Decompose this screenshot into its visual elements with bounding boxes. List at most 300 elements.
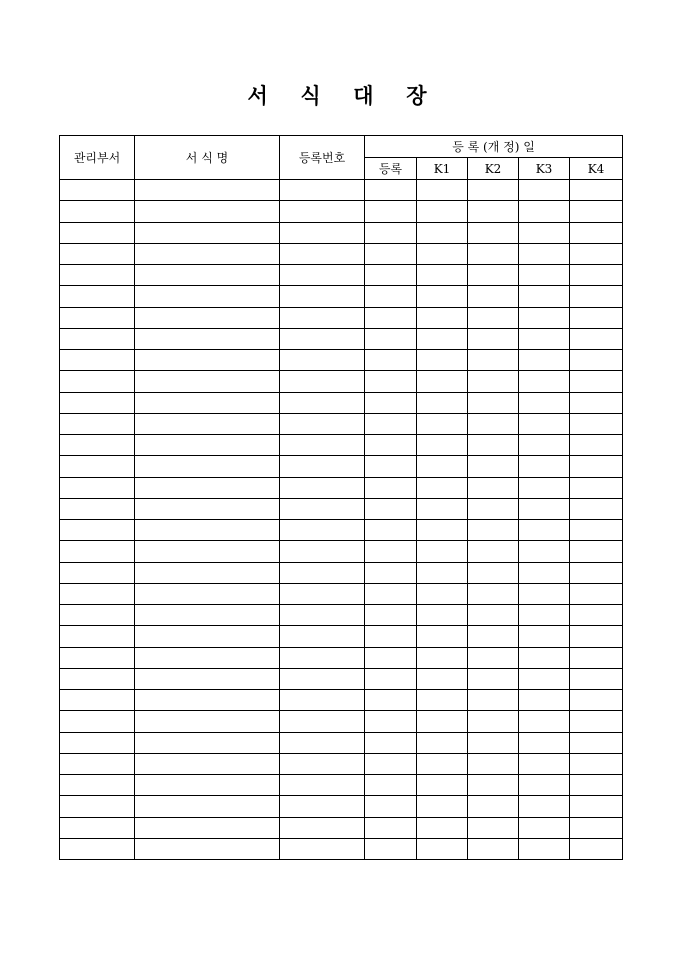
cell-form-name[interactable] [135,711,280,732]
cell-dept[interactable] [60,350,135,371]
cell-k1[interactable] [417,201,468,222]
cell-k1[interactable] [417,541,468,562]
cell-k4[interactable] [570,605,623,626]
cell-k3[interactable] [519,605,570,626]
table-row [60,775,623,796]
cell-k1[interactable] [417,605,468,626]
cell-reg-date[interactable] [365,562,417,583]
cell-form-name[interactable] [135,350,280,371]
cell-reg-date[interactable] [365,180,417,201]
cell-reg-no[interactable] [280,583,365,604]
cell-k2[interactable] [468,243,519,264]
cell-reg-no[interactable] [280,392,365,413]
cell-reg-date[interactable] [365,647,417,668]
cell-dept[interactable] [60,520,135,541]
cell-k3[interactable] [519,838,570,859]
table-row [60,350,623,371]
cell-k4[interactable] [570,201,623,222]
cell-reg-no[interactable] [280,201,365,222]
cell-k3[interactable] [519,732,570,753]
cell-k2[interactable] [468,413,519,434]
cell-k1[interactable] [417,626,468,647]
cell-reg-date[interactable] [365,732,417,753]
cell-reg-no[interactable] [280,413,365,434]
cell-dept[interactable] [60,371,135,392]
cell-reg-no[interactable] [280,243,365,264]
cell-reg-no[interactable] [280,371,365,392]
cell-k1[interactable] [417,477,468,498]
cell-k4[interactable] [570,413,623,434]
cell-k4[interactable] [570,562,623,583]
cell-dept[interactable] [60,477,135,498]
cell-k1[interactable] [417,732,468,753]
cell-reg-no[interactable] [280,350,365,371]
header-dept: 관리부서 [60,136,135,180]
cell-k4[interactable] [570,775,623,796]
cell-k1[interactable] [417,562,468,583]
cell-k2[interactable] [468,201,519,222]
cell-k3[interactable] [519,690,570,711]
table-row [60,838,623,859]
cell-k3[interactable] [519,796,570,817]
cell-form-name[interactable] [135,775,280,796]
cell-k2[interactable] [468,371,519,392]
cell-k1[interactable] [417,690,468,711]
cell-reg-date[interactable] [365,753,417,774]
header-reg-date-group: 등 록 (개 정) 일 [365,136,623,158]
cell-reg-no[interactable] [280,541,365,562]
table-row [60,690,623,711]
cell-k4[interactable] [570,371,623,392]
cell-reg-no[interactable] [280,180,365,201]
cell-k3[interactable] [519,477,570,498]
cell-reg-date[interactable] [365,371,417,392]
cell-form-name[interactable] [135,732,280,753]
cell-k4[interactable] [570,796,623,817]
cell-reg-date[interactable] [365,222,417,243]
cell-k4[interactable] [570,477,623,498]
cell-k2[interactable] [468,817,519,838]
cell-reg-date[interactable] [365,265,417,286]
cell-form-name[interactable] [135,435,280,456]
cell-k4[interactable] [570,817,623,838]
table-row [60,371,623,392]
cell-k1[interactable] [417,711,468,732]
table-row [60,541,623,562]
cell-dept[interactable] [60,838,135,859]
table-row [60,796,623,817]
cell-reg-no[interactable] [280,775,365,796]
cell-k1[interactable] [417,520,468,541]
cell-reg-date[interactable] [365,477,417,498]
cell-k1[interactable] [417,243,468,264]
cell-dept[interactable] [60,392,135,413]
cell-k3[interactable] [519,647,570,668]
cell-k3[interactable] [519,541,570,562]
table-row [60,222,623,243]
cell-dept[interactable] [60,668,135,689]
cell-k2[interactable] [468,307,519,328]
cell-reg-no[interactable] [280,265,365,286]
cell-reg-no[interactable] [280,796,365,817]
cell-reg-date[interactable] [365,520,417,541]
table-row [60,583,623,604]
cell-reg-date[interactable] [365,392,417,413]
cell-form-name[interactable] [135,413,280,434]
cell-k2[interactable] [468,796,519,817]
cell-k3[interactable] [519,626,570,647]
cell-k4[interactable] [570,456,623,477]
table-row [60,243,623,264]
cell-k1[interactable] [417,498,468,519]
cell-k2[interactable] [468,541,519,562]
table-row [60,605,623,626]
cell-reg-date[interactable] [365,286,417,307]
cell-k3[interactable] [519,775,570,796]
cell-reg-date[interactable] [365,201,417,222]
cell-dept[interactable] [60,435,135,456]
cell-reg-no[interactable] [280,328,365,349]
cell-k1[interactable] [417,456,468,477]
cell-k4[interactable] [570,286,623,307]
cell-form-name[interactable] [135,690,280,711]
cell-form-name[interactable] [135,817,280,838]
cell-k1[interactable] [417,647,468,668]
cell-k4[interactable] [570,583,623,604]
cell-k3[interactable] [519,435,570,456]
cell-reg-no[interactable] [280,477,365,498]
cell-k1[interactable] [417,222,468,243]
cell-k1[interactable] [417,350,468,371]
cell-k1[interactable] [417,180,468,201]
cell-k2[interactable] [468,626,519,647]
cell-dept[interactable] [60,222,135,243]
cell-reg-no[interactable] [280,435,365,456]
cell-k4[interactable] [570,180,623,201]
header-reg-no: 등록번호 [280,136,365,180]
cell-k2[interactable] [468,668,519,689]
cell-k2[interactable] [468,562,519,583]
cell-reg-no[interactable] [280,817,365,838]
table-row [60,732,623,753]
cell-k1[interactable] [417,796,468,817]
cell-reg-date[interactable] [365,817,417,838]
cell-k4[interactable] [570,690,623,711]
cell-reg-no[interactable] [280,605,365,626]
header-k4: K4 [570,158,623,180]
cell-form-name[interactable] [135,668,280,689]
cell-form-name[interactable] [135,307,280,328]
cell-dept[interactable] [60,328,135,349]
cell-form-name[interactable] [135,498,280,519]
cell-reg-no[interactable] [280,286,365,307]
cell-dept[interactable] [60,456,135,477]
cell-dept[interactable] [60,647,135,668]
cell-form-name[interactable] [135,222,280,243]
cell-k3[interactable] [519,456,570,477]
cell-dept[interactable] [60,562,135,583]
cell-dept[interactable] [60,817,135,838]
cell-k2[interactable] [468,753,519,774]
cell-form-name[interactable] [135,796,280,817]
document-title: 서 식 대 장 [247,83,433,108]
cell-k3[interactable] [519,265,570,286]
cell-k2[interactable] [468,498,519,519]
cell-k3[interactable] [519,243,570,264]
cell-reg-date[interactable] [365,350,417,371]
cell-k3[interactable] [519,392,570,413]
cell-k3[interactable] [519,583,570,604]
cell-k3[interactable] [519,817,570,838]
cell-reg-no[interactable] [280,222,365,243]
cell-k4[interactable] [570,520,623,541]
cell-dept[interactable] [60,307,135,328]
cell-k4[interactable] [570,732,623,753]
cell-dept[interactable] [60,541,135,562]
cell-reg-date[interactable] [365,456,417,477]
table-row [60,201,623,222]
cell-reg-date[interactable] [365,711,417,732]
cell-k2[interactable] [468,328,519,349]
cell-k4[interactable] [570,392,623,413]
cell-k3[interactable] [519,350,570,371]
cell-k1[interactable] [417,817,468,838]
cell-reg-no[interactable] [280,838,365,859]
cell-k3[interactable] [519,201,570,222]
cell-k4[interactable] [570,838,623,859]
cell-k2[interactable] [468,583,519,604]
cell-k2[interactable] [468,775,519,796]
cell-reg-date[interactable] [365,435,417,456]
table-row [60,413,623,434]
table-row [60,647,623,668]
cell-k4[interactable] [570,647,623,668]
table-row [60,477,623,498]
cell-dept[interactable] [60,265,135,286]
cell-reg-no[interactable] [280,647,365,668]
table-row [60,753,623,774]
cell-k3[interactable] [519,180,570,201]
cell-dept[interactable] [60,753,135,774]
cell-k3[interactable] [519,711,570,732]
cell-dept[interactable] [60,180,135,201]
cell-form-name[interactable] [135,328,280,349]
register-body [60,180,623,860]
cell-reg-date[interactable] [365,605,417,626]
cell-k1[interactable] [417,328,468,349]
cell-dept[interactable] [60,498,135,519]
cell-reg-no[interactable] [280,690,365,711]
cell-reg-no[interactable] [280,626,365,647]
cell-k2[interactable] [468,392,519,413]
table-row [60,562,623,583]
cell-k1[interactable] [417,435,468,456]
cell-reg-no[interactable] [280,732,365,753]
header-reg-date: 등록 [365,158,417,180]
cell-reg-no[interactable] [280,668,365,689]
cell-reg-no[interactable] [280,562,365,583]
cell-k1[interactable] [417,286,468,307]
cell-k4[interactable] [570,753,623,774]
cell-k1[interactable] [417,371,468,392]
table-row [60,307,623,328]
cell-reg-no[interactable] [280,456,365,477]
table-row [60,435,623,456]
cell-dept[interactable] [60,796,135,817]
table-row [60,328,623,349]
cell-reg-date[interactable] [365,413,417,434]
cell-form-name[interactable] [135,520,280,541]
cell-k1[interactable] [417,753,468,774]
cell-reg-no[interactable] [280,753,365,774]
cell-reg-no[interactable] [280,498,365,519]
cell-form-name[interactable] [135,456,280,477]
cell-k1[interactable] [417,265,468,286]
cell-reg-no[interactable] [280,307,365,328]
cell-dept[interactable] [60,732,135,753]
cell-k3[interactable] [519,371,570,392]
cell-k4[interactable] [570,711,623,732]
cell-dept[interactable] [60,583,135,604]
header-form-name: 서 식 명 [135,136,280,180]
cell-reg-date[interactable] [365,583,417,604]
cell-k2[interactable] [468,647,519,668]
cell-form-name[interactable] [135,392,280,413]
cell-k1[interactable] [417,307,468,328]
table-row [60,817,623,838]
cell-k1[interactable] [417,668,468,689]
table-row [60,392,623,413]
form-register-table [59,135,623,860]
cell-dept[interactable] [60,413,135,434]
cell-form-name[interactable] [135,626,280,647]
cell-form-name[interactable] [135,201,280,222]
cell-dept[interactable] [60,201,135,222]
cell-reg-date[interactable] [365,541,417,562]
table-row [60,286,623,307]
cell-dept[interactable] [60,690,135,711]
cell-k3[interactable] [519,286,570,307]
cell-k3[interactable] [519,668,570,689]
cell-reg-date[interactable] [365,243,417,264]
cell-k4[interactable] [570,541,623,562]
cell-k3[interactable] [519,328,570,349]
cell-k2[interactable] [468,520,519,541]
cell-k4[interactable] [570,498,623,519]
cell-form-name[interactable] [135,562,280,583]
cell-form-name[interactable] [135,286,280,307]
cell-dept[interactable] [60,775,135,796]
cell-k2[interactable] [468,180,519,201]
cell-k4[interactable] [570,307,623,328]
header-k2: K2 [468,158,519,180]
cell-reg-date[interactable] [365,690,417,711]
cell-k2[interactable] [468,286,519,307]
cell-k3[interactable] [519,753,570,774]
cell-dept[interactable] [60,626,135,647]
table-row [60,668,623,689]
cell-form-name[interactable] [135,838,280,859]
cell-k4[interactable] [570,668,623,689]
cell-k1[interactable] [417,775,468,796]
table-row [60,520,623,541]
cell-reg-no[interactable] [280,520,365,541]
cell-form-name[interactable] [135,477,280,498]
cell-k2[interactable] [468,605,519,626]
cell-k2[interactable] [468,435,519,456]
cell-k4[interactable] [570,626,623,647]
cell-dept[interactable] [60,243,135,264]
cell-k2[interactable] [468,690,519,711]
cell-k2[interactable] [468,456,519,477]
cell-k3[interactable] [519,222,570,243]
table-row [60,265,623,286]
cell-k3[interactable] [519,307,570,328]
cell-reg-date[interactable] [365,307,417,328]
table-row [60,180,623,201]
cell-form-name[interactable] [135,371,280,392]
cell-k1[interactable] [417,413,468,434]
table-row [60,456,623,477]
cell-reg-date[interactable] [365,626,417,647]
cell-form-name[interactable] [135,243,280,264]
cell-k2[interactable] [468,265,519,286]
cell-k1[interactable] [417,583,468,604]
cell-form-name[interactable] [135,647,280,668]
cell-k2[interactable] [468,711,519,732]
cell-reg-date[interactable] [365,668,417,689]
cell-k2[interactable] [468,838,519,859]
cell-k1[interactable] [417,838,468,859]
header-k1: K1 [417,158,468,180]
cell-k3[interactable] [519,413,570,434]
cell-k4[interactable] [570,222,623,243]
cell-k3[interactable] [519,562,570,583]
cell-k2[interactable] [468,222,519,243]
cell-form-name[interactable] [135,541,280,562]
table-row [60,711,623,732]
cell-k4[interactable] [570,350,623,371]
cell-k3[interactable] [519,498,570,519]
cell-reg-no[interactable] [280,711,365,732]
cell-form-name[interactable] [135,265,280,286]
cell-form-name[interactable] [135,753,280,774]
cell-k4[interactable] [570,328,623,349]
header-k3: K3 [519,158,570,180]
cell-k3[interactable] [519,520,570,541]
cell-dept[interactable] [60,286,135,307]
cell-k2[interactable] [468,477,519,498]
cell-dept[interactable] [60,711,135,732]
cell-k2[interactable] [468,732,519,753]
cell-k1[interactable] [417,392,468,413]
cell-reg-date[interactable] [365,498,417,519]
cell-form-name[interactable] [135,180,280,201]
table-row [60,498,623,519]
cell-k4[interactable] [570,435,623,456]
cell-reg-date[interactable] [365,838,417,859]
cell-reg-date[interactable] [365,775,417,796]
cell-k4[interactable] [570,265,623,286]
cell-form-name[interactable] [135,605,280,626]
cell-form-name[interactable] [135,583,280,604]
table-row [60,626,623,647]
cell-dept[interactable] [60,605,135,626]
cell-k4[interactable] [570,243,623,264]
cell-reg-date[interactable] [365,796,417,817]
cell-reg-date[interactable] [365,328,417,349]
cell-k2[interactable] [468,350,519,371]
